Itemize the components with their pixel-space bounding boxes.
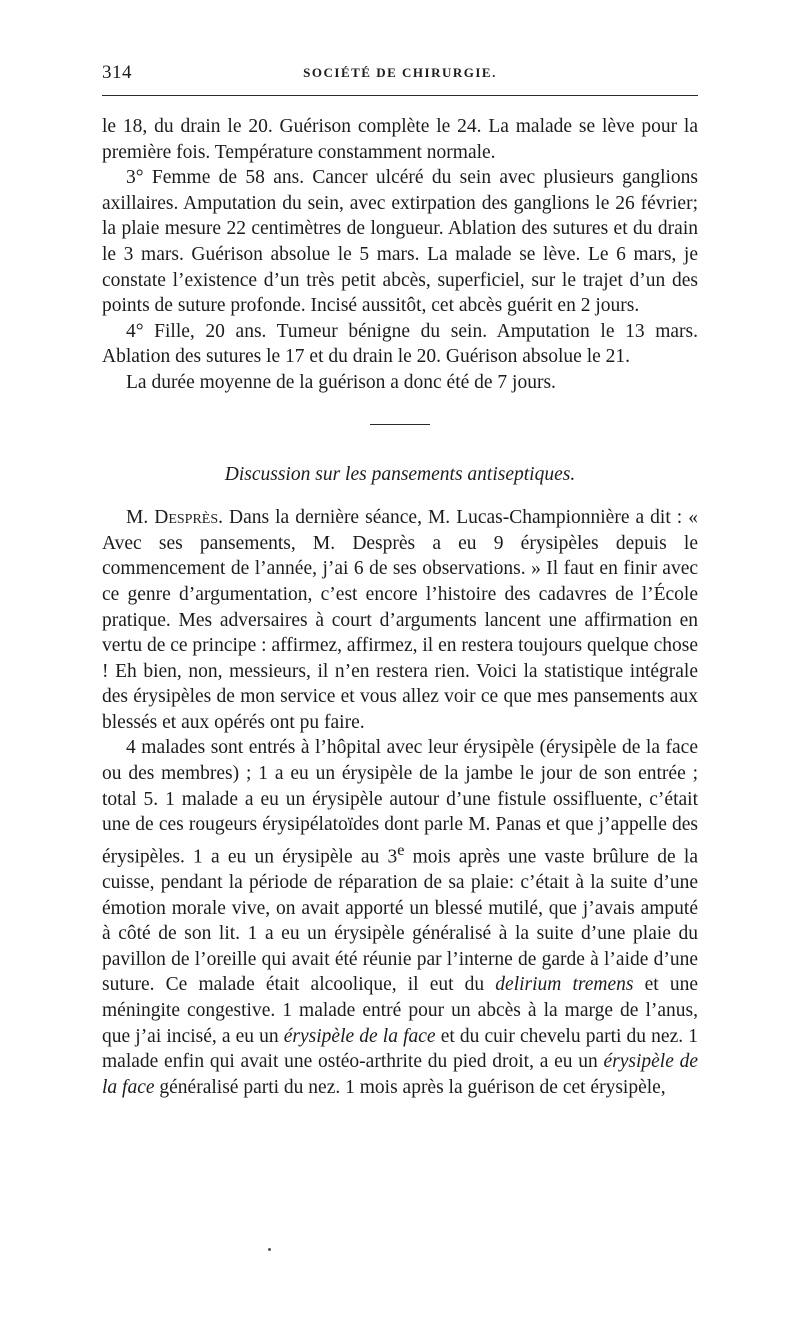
running-title: SOCIÉTÉ DE CHIRURGIE. (303, 65, 497, 80)
paragraph-text: généralisé parti du nez. 1 mois après la guérison de cet érysipèle, (154, 1076, 666, 1098)
print-speck (268, 1248, 271, 1251)
paragraph: 3° Femme de 58 ans. Cancer ulcéré du sein avec plusieurs ganglions axillaires. Amputation du sein, avec extirpation des ganglions le 26 février; la plaie mesure 22 centimètres de longueur. Ablation des sutures et du drain le 3 mars. Guérison absolue le 5 mars. La malade se lève. Le 6 mars, je constate l’existence d’un très petit abcès, superficiel, sur le trajet d’un des points de suture profonde. Incisé aussitôt, cet abcès guérit en 2 jours. (102, 167, 698, 317)
paragraph-text: et du cuir chevelu parti du nez. 1 malade enfin qui avait une ostéo-arthrite du pied droit, a eu un (102, 1025, 698, 1073)
paragraph: le 18, du drain le 20. Guérison complète le 24. La malade se lève pour la première fois. Température constamment normale. (102, 116, 698, 163)
section-title: Discussion sur les pansements antiseptiques. (224, 463, 576, 485)
paragraph-text: Dans la dernière séance, M. Lucas-Championnière a dit : « Avec ses pansements, M. Desprès a eu 9 érysipèles depuis le commencement de l’année, j’ai 6 de ses observations. » Il faut en finir avec ce genre d’argumentation, c’est encore l’histoire des cadavres de l’École pratique. Mes adversaires à court d’arguments lancent une affirmation en vertu de ce principe : affirmez, affirmez, il en restera toujours quelque chose ! Eh bien, non, messieurs, il n’en restera rien. Voici la statistique intégrale des érysipèles de mon service et vous allez voir ce que mes pansements aux blessés et aux opérés ont pu faire. (102, 507, 698, 733)
body-text (102, 114, 698, 1100)
speaker-name: M. Desprès. (126, 507, 223, 529)
paragraph (102, 505, 698, 735)
paragraph: 4° Fille, 20 ans. Tumeur bénigne du sein. Amputation le 13 mars. Ablation des sutures le 17 et du drain le 20. Guérison absolue le 21. (102, 320, 698, 368)
header-rule (102, 95, 698, 96)
paragraph (102, 735, 698, 1100)
italic-term: érysipèle de la face (102, 1051, 698, 1098)
italic-term: delirium tremens (495, 974, 634, 996)
section-separator (370, 424, 430, 425)
superscript: e (397, 840, 405, 859)
paragraph: La durée moyenne de la guérison a donc été de 7 jours. (126, 371, 556, 393)
paragraph-text: mois après une vaste brûlure de la cuisse, pendant la période de réparation de sa plaie: c’était à la suite d’une émotion morale vive, on avait apporté un blessé mutilé, que j’avais amputé à côté de son lit. 1 a eu un érysipèle généralisé à la suite d’une plaie du pavillon de l’oreille qui avait été réunie par l’interne de garde à l’aide d’une suture. Ce malade était alcoolique, il eut du (102, 846, 698, 996)
page-number: 314 (102, 62, 132, 83)
paragraph-text: 4 malades sont entrés à l’hôpital avec leur érysipèle (érysipèle de la face ou des membres) ; 1 a eu un érysipèle de la jambe le jour de son entrée ; total 5. 1 malade a eu un érysipèle autour d’une fistule ossifluente, c’était une de ces rougeurs érysipélatoïdes dont parle M. Panas et que j’appelle des érysipèles. 1 a eu un érysipèle au 3 (102, 737, 698, 868)
paragraph-text: et une méningite congestive. 1 malade entré pour un abcès à la marge de l’anus, que j’ai incisé, a eu un (102, 974, 698, 1047)
italic-term: érysipèle de la face (283, 1025, 436, 1047)
page-header (102, 62, 698, 88)
